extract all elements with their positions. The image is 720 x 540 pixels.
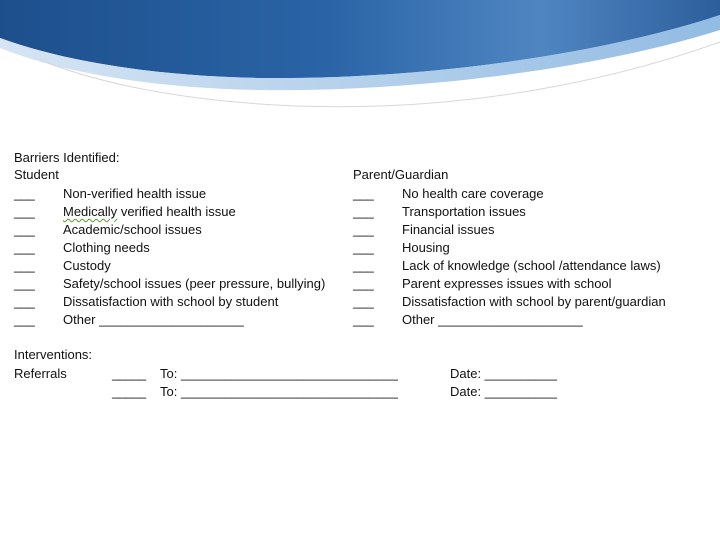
- student-item-label: [63, 204, 236, 220]
- referrals-label: Referrals: [14, 366, 67, 381]
- student-item-label: Custody: [63, 258, 111, 273]
- parent-checkbox-blank[interactable]: ___: [353, 186, 374, 201]
- student-checkbox-blank[interactable]: ___: [14, 258, 35, 273]
- student-checkbox-blank[interactable]: ___: [14, 312, 35, 327]
- parent-item-label: Housing: [402, 240, 450, 255]
- spellcheck-word: Medically: [63, 204, 118, 219]
- parent-item-label: Financial issues: [402, 222, 495, 237]
- student-checkbox-blank[interactable]: ___: [14, 222, 35, 237]
- parent-checkbox-blank[interactable]: ___: [353, 222, 374, 237]
- parent-column-label: Parent/Guardian: [353, 167, 449, 182]
- referral-to-field[interactable]: To: ______________________________: [160, 366, 398, 381]
- student-column-label: Student: [14, 167, 59, 182]
- student-item-label: Clothing needs: [63, 240, 150, 255]
- referral-date-field[interactable]: Date: __________: [450, 384, 557, 399]
- referral-to-field[interactable]: To: ______________________________: [160, 384, 398, 399]
- student-checkbox-blank[interactable]: ___: [14, 186, 35, 201]
- parent-checkbox-blank[interactable]: ___: [353, 204, 374, 219]
- referral-date-field[interactable]: Date: __________: [450, 366, 557, 381]
- parent-checkbox-blank[interactable]: ___: [353, 258, 374, 273]
- parent-item-label: Dissatisfaction with school by parent/guardian: [402, 294, 666, 309]
- student-checkbox-blank[interactable]: ___: [14, 276, 35, 291]
- student-checkbox-blank[interactable]: ___: [14, 204, 35, 219]
- parent-item-label: Transportation issues: [402, 204, 526, 219]
- parent-checkbox-blank[interactable]: ___: [353, 294, 374, 309]
- parent-checkbox-blank[interactable]: ___: [353, 312, 374, 327]
- parent-item-label: Lack of knowledge (school /attendance laws): [402, 258, 661, 273]
- student-checkbox-blank[interactable]: ___: [14, 240, 35, 255]
- referral-checkbox-blank[interactable]: _____: [112, 384, 146, 399]
- interventions-heading: Interventions:: [14, 347, 93, 362]
- student-item-text: verified health issue: [120, 204, 236, 219]
- student-item-label: Safety/school issues (peer pressure, bullying): [63, 276, 326, 291]
- student-item-label: Non-verified health issue: [63, 186, 207, 201]
- student-other-field[interactable]: Other ____________________: [63, 312, 244, 327]
- parent-other-field[interactable]: Other ____________________: [402, 312, 583, 327]
- form-heading: Barriers Identified:: [14, 150, 120, 165]
- parent-checkbox-blank[interactable]: ___: [353, 240, 374, 255]
- parent-item-label: Parent expresses issues with school: [402, 276, 612, 291]
- parent-item-label: No health care coverage: [402, 186, 544, 201]
- student-item-label: Dissatisfaction with school by student: [63, 294, 279, 309]
- student-checkbox-blank[interactable]: ___: [14, 294, 35, 309]
- student-item-label: Academic/school issues: [63, 222, 202, 237]
- referral-checkbox-blank[interactable]: _____: [112, 366, 146, 381]
- parent-checkbox-blank[interactable]: ___: [353, 276, 374, 291]
